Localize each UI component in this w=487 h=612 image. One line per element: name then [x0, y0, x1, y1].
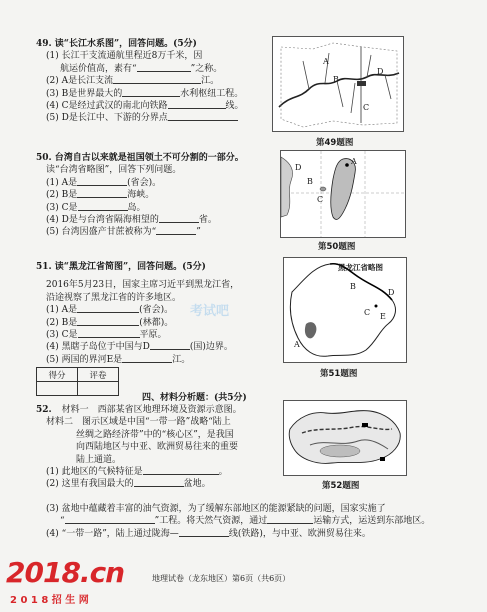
q50-item4: (4) D是与台湾省隔海相望的 省。 [46, 215, 217, 226]
q52-blank1[interactable] [143, 466, 219, 475]
heilongjiang-map [283, 257, 407, 363]
figure-49-caption: 第49题图 [316, 138, 354, 148]
q49-blank5[interactable] [168, 112, 238, 121]
q52-material2-line4: 陆上通道。 [76, 454, 122, 465]
q50-blank3[interactable] [78, 202, 128, 211]
q51-item1: (1) A是 (省会)。 [46, 305, 174, 316]
q51-title: 51. 读“黑龙江省简图”，回答问题。(5分) [36, 262, 206, 272]
q52-blank3[interactable] [65, 515, 155, 524]
yangtze-map-drawing [273, 37, 403, 131]
score-table [36, 367, 119, 396]
section-heading-4: 四、材料分析题：(共5分) [142, 393, 247, 403]
q50-item3: (3) C是 岛。 [46, 202, 146, 213]
question-49 [36, 38, 286, 125]
q52-item2: (2) 这里有我国最大的 盆地。 [46, 479, 211, 490]
western-map-drawing [284, 401, 406, 475]
q51-blank5[interactable] [122, 354, 172, 363]
q49-item5: (5) D是长江中、下游的分界点 [36, 112, 286, 124]
question-50 [36, 152, 286, 239]
question-52 [36, 404, 306, 491]
q51-paragraph2: 沿途视察了黑龙江省的许多地区。 [46, 292, 182, 303]
q50-title: 50. 台湾自古以来就是祖国领土不可分割的一部分。 [36, 153, 244, 163]
q49-blank2[interactable] [113, 75, 201, 84]
q50-blank2[interactable] [77, 189, 127, 198]
taiwan-map [280, 150, 406, 238]
q49-title: 49. 读“长江水系图”，回答问题。(5分) [36, 39, 197, 49]
q52-item1: (1) 此地区的气候特征是 。 [46, 467, 228, 478]
map50-label-b: B [307, 177, 313, 186]
map50-label-a: A [351, 157, 357, 166]
figure-51-caption: 第51题图 [320, 369, 358, 379]
q50-item2: (2) B是 海峡。 [46, 190, 155, 201]
q49-item2: (2) A是长江支流 江。 [46, 76, 220, 87]
map50-label-c: C [317, 195, 324, 204]
figure-52-caption: 第52题图 [322, 481, 360, 491]
q52-item3: (3) 盆地中蕴藏着丰富的油气资源，为了缓解东部地区的能源紧缺的问题，国家实施了 [46, 504, 386, 514]
q51-blank1[interactable] [77, 304, 139, 313]
site-logo: 2018.cn [6, 556, 125, 589]
site-logo-subtitle: 2 0 1 8 招 生 网 [10, 595, 89, 606]
q52-material1: 52. 材料一 西部某省区地理环境及资源示意图。 [36, 405, 242, 415]
map49-label-a: A [323, 57, 329, 66]
question-51 [36, 261, 286, 366]
q50-intro: 读“台湾省略图”，回答下列问题。 [46, 165, 182, 176]
q51-paragraph1: 2016年5月23日，国家主席习近平到黑龙江省， [46, 280, 240, 291]
map49-label-b: B [333, 75, 339, 84]
yangtze-river-map [272, 36, 404, 132]
map51-title: 黑龙江省略图 [338, 263, 383, 272]
map51-label-b: B [350, 282, 356, 291]
q51-blank3[interactable] [78, 329, 140, 338]
western-province-map [283, 400, 407, 476]
q52-blank4[interactable] [267, 515, 313, 524]
watermark-logo: 考试吧 [190, 304, 230, 319]
grader-label: 评卷 [78, 368, 119, 382]
q52-material2-line3: 向西陆地区与中亚、欧洲贸易往来的重要 [76, 442, 239, 453]
q49-item1: (1) 长江干支流通航里程近8万千米，因 [46, 51, 203, 62]
q52-material2-line2: 丝绸之路经济带”中的“核心区”，是我国 [76, 429, 234, 440]
q50-blank1[interactable] [77, 177, 127, 186]
q52-item4: (4) “一带一路”，陆上通过陇海— 线(铁路)，与中亚、欧洲贸易往来。 [46, 528, 371, 539]
map51-label-e: E [380, 312, 386, 321]
figure-50-caption: 第50题图 [318, 242, 356, 252]
q52-blank5[interactable] [179, 528, 229, 537]
q49-item1-cont: 航运价值高，素有“ ”之称。 [60, 63, 223, 74]
q49-blank4[interactable] [168, 100, 226, 109]
q50-item5: (5) 台湾因盛产甘蔗被称为“ ” [46, 227, 201, 238]
q49-item3: (3) B是世界最大的 水利枢纽工程。 [46, 88, 244, 99]
q50-item1: (1) A是 (省会)。 [46, 177, 162, 188]
q51-blank2[interactable] [77, 317, 139, 326]
q50-blank4[interactable] [159, 214, 199, 223]
heilongjiang-map-drawing [284, 258, 406, 362]
map49-label-d: D [377, 67, 384, 76]
map51-label-a: A [294, 340, 300, 349]
score-cell[interactable] [37, 382, 78, 396]
q51-item2: (2) B是 (林都)。 [46, 317, 174, 328]
q51-item5: (5) 两国的界河E是 江。 [46, 354, 191, 365]
q52-material2: 材料二 图示区域是中国“一带一路”战略“陆上 [46, 417, 231, 428]
map50-label-d: D [295, 163, 302, 172]
map49-label-c: C [363, 103, 370, 112]
q51-item3: (3) C是 平原。 [46, 330, 167, 341]
q49-blank3[interactable] [122, 88, 180, 97]
q51-item4: (4) 黑瞎子岛位于中国与D (国)边界。 [46, 342, 233, 353]
q51-blank4[interactable] [150, 341, 190, 350]
q52-blank2[interactable] [134, 478, 184, 487]
map51-label-c: C [364, 308, 371, 317]
q49-blank1[interactable] [137, 63, 191, 72]
question-52-continued [36, 503, 456, 540]
map51-label-d: D [388, 288, 395, 297]
q49-item4: (4) C是经过武汉的南北向铁路 线。 [46, 101, 244, 112]
page-footer: 地理试卷（龙东地区）第6页（共6页） [152, 574, 291, 583]
grader-cell[interactable] [78, 382, 119, 396]
q50-blank5[interactable] [156, 226, 196, 235]
q52-item3-cont: “ ”工程。将天然气资源，通过 运输方式，运送到东部地区。 [60, 516, 431, 527]
score-label: 得分 [37, 368, 78, 382]
